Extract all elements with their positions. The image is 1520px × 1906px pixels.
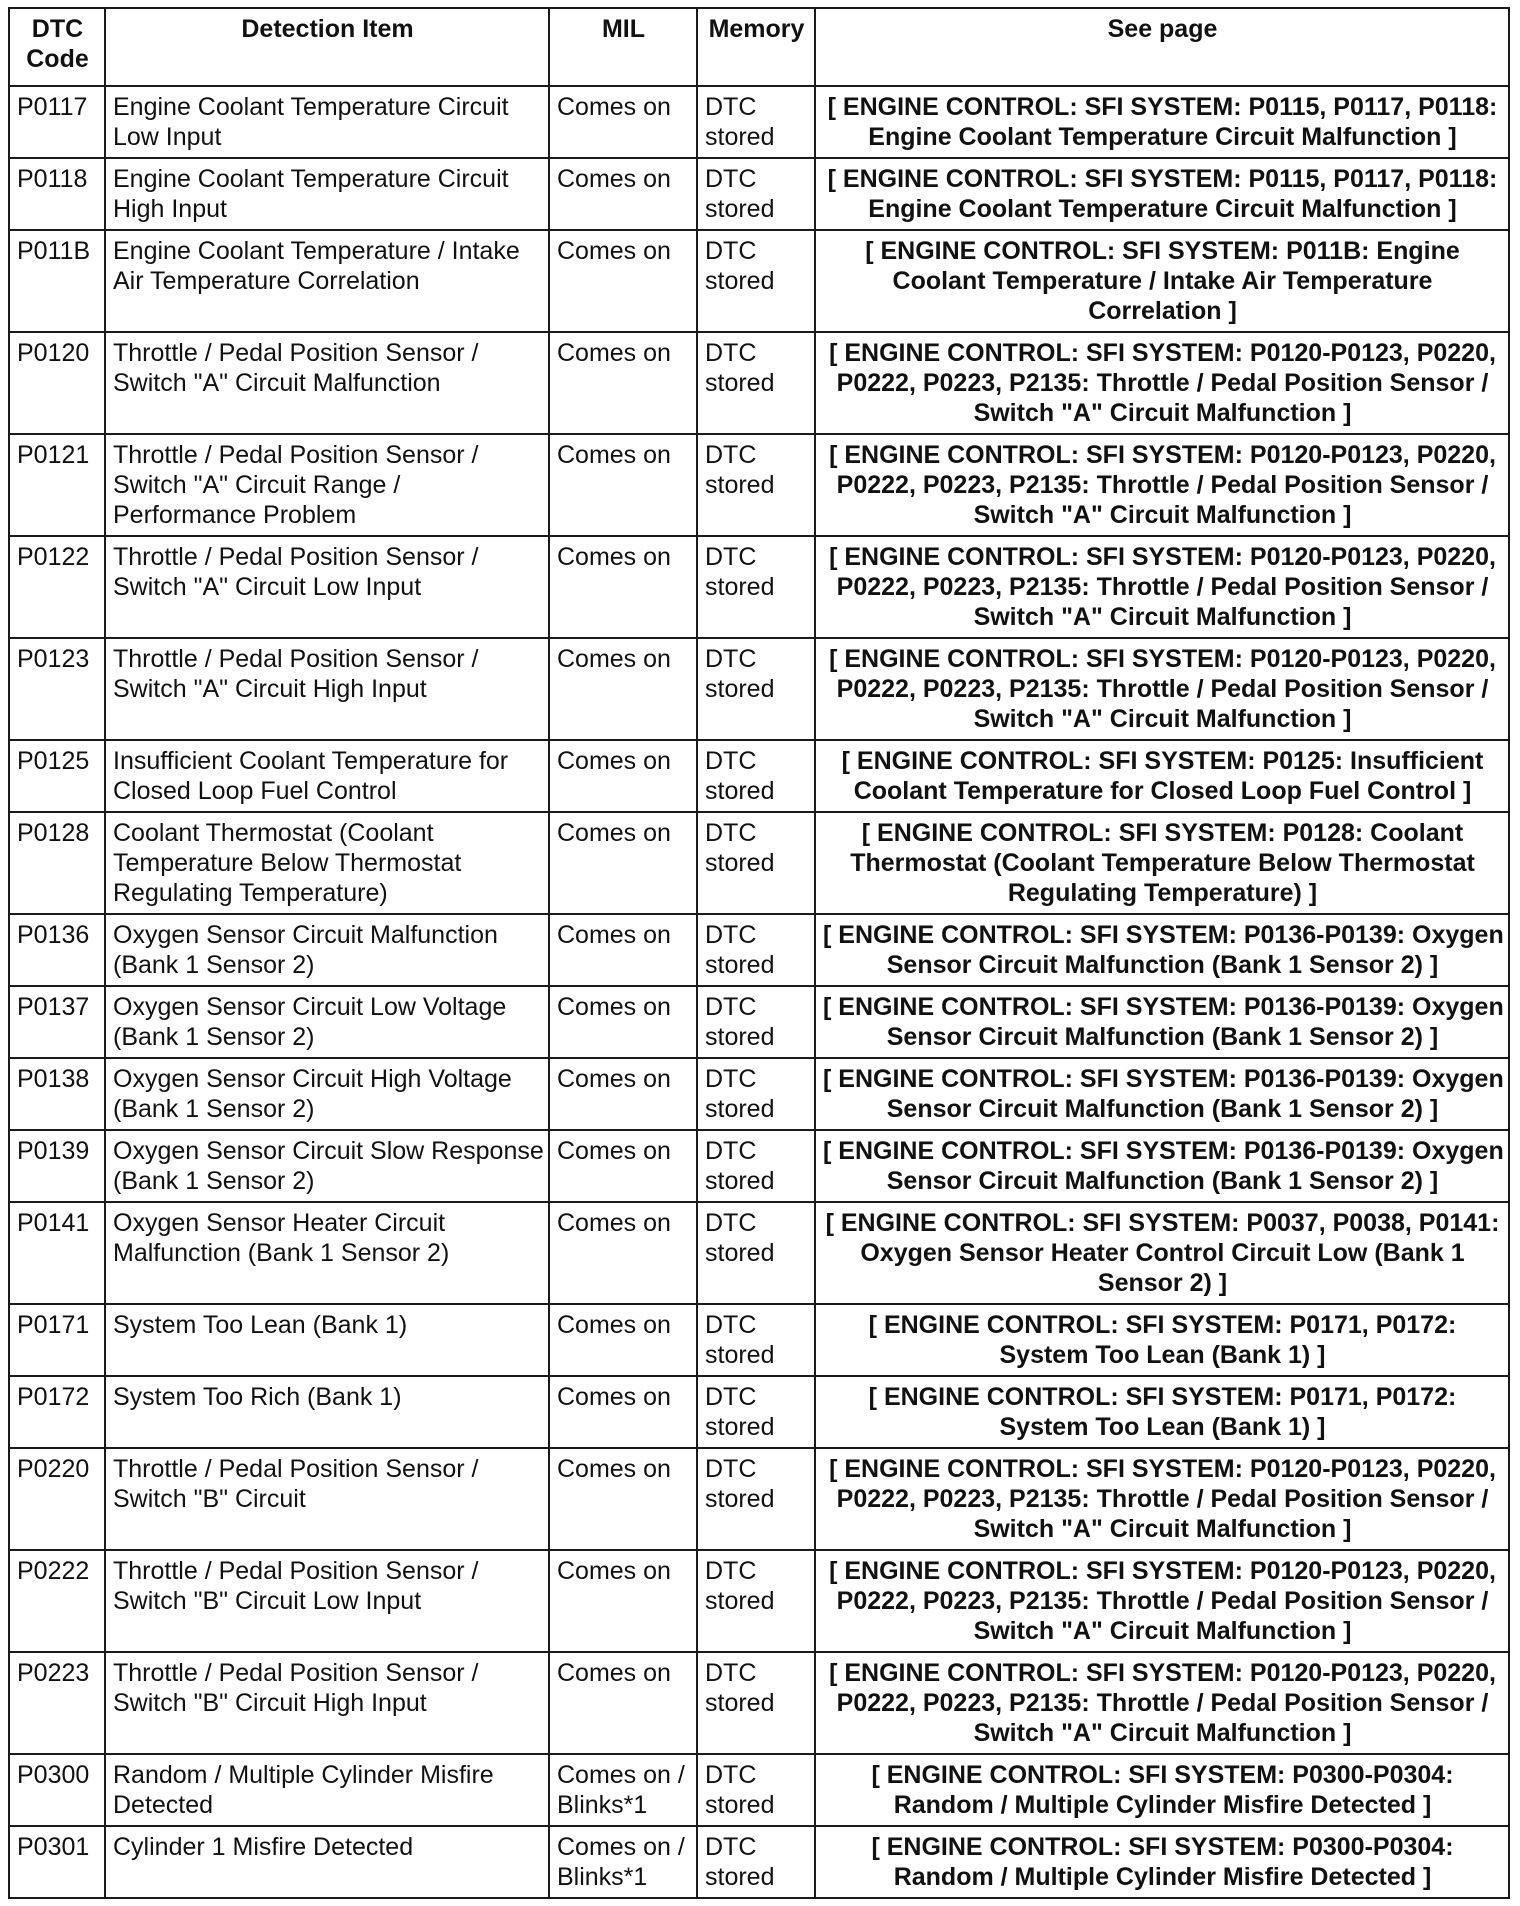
dtc-code: P0222 [9, 1550, 105, 1652]
see-page-ref-line: P0222, P0223, P2135: Throttle / Pedal Position Sensor / [836, 1485, 1489, 1513]
memory-status-line: stored [705, 1239, 775, 1267]
see-page-ref-line: Sensor Circuit Malfunction (Bank 1 Sensor 2) ] [886, 951, 1439, 979]
see-page-ref [815, 1376, 1509, 1448]
see-page-ref [815, 1058, 1509, 1130]
see-page-ref-line: [ ENGINE CONTROL: SFI SYSTEM: P0115, P0117, P0118: [827, 165, 1498, 193]
dtc-code: P0123 [9, 638, 105, 740]
see-page-ref-line: [ ENGINE CONTROL: SFI SYSTEM: P0171, P0172: [868, 1311, 1457, 1339]
memory-status-line: stored [705, 1341, 775, 1369]
dtc-code: P0172 [9, 1376, 105, 1448]
detection-item [105, 434, 549, 536]
see-page-ref [815, 1130, 1509, 1202]
see-page-ref-line: Random / Multiple Cylinder Misfire Detected ] [893, 1791, 1432, 1819]
see-page-ref-line: [ ENGINE CONTROL: SFI SYSTEM: P0300-P0304: [871, 1761, 1454, 1789]
mil-status [549, 434, 697, 536]
memory-status-line: DTC [705, 1455, 757, 1483]
see-page-ref [815, 1652, 1509, 1754]
see-page-ref [815, 332, 1509, 434]
mil-status [549, 1202, 697, 1304]
detection-item-line: Throttle / Pedal Position Sensor / [113, 1557, 479, 1585]
memory-status [697, 86, 815, 158]
see-page-ref-line: [ ENGINE CONTROL: SFI SYSTEM: P0136-P0139: Oxygen [823, 1065, 1504, 1093]
detection-item [105, 1304, 549, 1376]
see-page-ref [815, 914, 1509, 986]
detection-item-line: Cylinder 1 Misfire Detected [113, 1833, 414, 1861]
detection-item [105, 638, 549, 740]
memory-status-line: DTC [705, 1311, 757, 1339]
see-page-ref-line: Oxygen Sensor Heater Control Circuit Low (Bank 1 [860, 1239, 1465, 1267]
header-memory: Memory [697, 8, 815, 86]
dtc-code: P0128 [9, 812, 105, 914]
detection-item-line: Switch "A" Circuit Malfunction [113, 369, 441, 397]
dtc-table [8, 7, 1510, 1899]
mil-status-line: Comes on [557, 1137, 671, 1165]
see-page-ref-line: Switch "A" Circuit Malfunction ] [973, 603, 1352, 631]
detection-item-line: High Input [113, 195, 227, 223]
memory-status-line: stored [705, 951, 775, 979]
mil-status [549, 1826, 697, 1898]
see-page-ref [815, 638, 1509, 740]
mil-status [549, 86, 697, 158]
mil-status [549, 812, 697, 914]
see-page-ref-line: [ ENGINE CONTROL: SFI SYSTEM: P0120-P0123, P0220, [829, 1557, 1496, 1585]
see-page-ref-line: Switch "A" Circuit Malfunction ] [973, 501, 1352, 529]
dtc-code: P0223 [9, 1652, 105, 1754]
see-page-ref [815, 986, 1509, 1058]
detection-item-line: Switch "B" Circuit [113, 1485, 306, 1513]
table-row [9, 1130, 1509, 1202]
see-page-ref [815, 740, 1509, 812]
detection-item-line: Throttle / Pedal Position Sensor / [113, 441, 479, 469]
table-row [9, 986, 1509, 1058]
table-row [9, 1376, 1509, 1448]
see-page-ref-line: Engine Coolant Temperature Circuit Malfunction ] [868, 123, 1457, 151]
detection-item [105, 1376, 549, 1448]
mil-status-line: Comes on [557, 237, 671, 265]
dtc-code: P0117 [9, 86, 105, 158]
detection-item [105, 1130, 549, 1202]
memory-status-line: stored [705, 267, 775, 295]
detection-item [105, 1826, 549, 1898]
mil-status [549, 740, 697, 812]
table-row [9, 230, 1509, 332]
dtc-code: P0139 [9, 1130, 105, 1202]
memory-status-line: stored [705, 1587, 775, 1615]
detection-item-line: Switch "B" Circuit Low Input [113, 1587, 422, 1615]
mil-status [549, 158, 697, 230]
see-page-ref-line: P0222, P0223, P2135: Throttle / Pedal Position Sensor / [836, 369, 1489, 397]
memory-status-line: DTC [705, 1383, 757, 1411]
dtc-code: P0171 [9, 1304, 105, 1376]
see-page-ref-line: P0222, P0223, P2135: Throttle / Pedal Position Sensor / [836, 1587, 1489, 1615]
mil-status-line: Comes on [557, 819, 671, 847]
dtc-code: P0137 [9, 986, 105, 1058]
memory-status [697, 434, 815, 536]
see-page-ref-line: [ ENGINE CONTROL: SFI SYSTEM: P0120-P0123, P0220, [829, 1659, 1496, 1687]
table-row [9, 1304, 1509, 1376]
memory-status [697, 332, 815, 434]
table-row [9, 1826, 1509, 1898]
memory-status-line: DTC [705, 543, 757, 571]
detection-item-line: Throttle / Pedal Position Sensor / [113, 1455, 479, 1483]
memory-status-line: DTC [705, 93, 757, 121]
see-page-ref [815, 1448, 1509, 1550]
see-page-ref-line: Switch "A" Circuit Malfunction ] [973, 1617, 1352, 1645]
see-page-ref-line: Random / Multiple Cylinder Misfire Detected ] [893, 1863, 1432, 1891]
detection-item [105, 1550, 549, 1652]
see-page-ref [815, 1202, 1509, 1304]
detection-item-line: Oxygen Sensor Circuit Slow Response [113, 1137, 544, 1165]
detection-item-line: System Too Rich (Bank 1) [113, 1383, 402, 1411]
table-row [9, 1550, 1509, 1652]
mil-status-line: Comes on / [557, 1761, 685, 1789]
mil-status [549, 914, 697, 986]
memory-status-line: DTC [705, 645, 757, 673]
mil-status-line: Comes on [557, 165, 671, 193]
memory-status-line: stored [705, 1485, 775, 1513]
see-page-ref-line: Switch "A" Circuit Malfunction ] [973, 1515, 1352, 1543]
mil-status-line: Comes on [557, 747, 671, 775]
memory-status [697, 1652, 815, 1754]
mil-status-line: Comes on [557, 1659, 671, 1687]
detection-item-line: (Bank 1 Sensor 2) [113, 1023, 315, 1051]
memory-status-line: DTC [705, 1557, 757, 1585]
detection-item-line: System Too Lean (Bank 1) [113, 1311, 408, 1339]
mil-status-line: Comes on [557, 1209, 671, 1237]
mil-status-line: Blinks*1 [557, 1863, 648, 1891]
mil-status [549, 332, 697, 434]
detection-item-line: Throttle / Pedal Position Sensor / [113, 1659, 479, 1687]
see-page-ref-line: Sensor Circuit Malfunction (Bank 1 Sensor 2) ] [886, 1167, 1439, 1195]
detection-item-line: Throttle / Pedal Position Sensor / [113, 543, 479, 571]
mil-status-line: Comes on [557, 339, 671, 367]
table-row [9, 1202, 1509, 1304]
table-row [9, 536, 1509, 638]
detection-item-line: Switch "B" Circuit High Input [113, 1689, 427, 1717]
dtc-code: P0136 [9, 914, 105, 986]
dtc-code: P0118 [9, 158, 105, 230]
memory-status-line: stored [705, 1095, 775, 1123]
detection-item-line: Temperature Below Thermostat [113, 849, 462, 877]
see-page-ref-line: [ ENGINE CONTROL: SFI SYSTEM: P0120-P0123, P0220, [829, 543, 1496, 571]
detection-item [105, 1202, 549, 1304]
mil-status [549, 1754, 697, 1826]
detection-item-line: Oxygen Sensor Circuit Low Voltage [113, 993, 507, 1021]
see-page-ref-line: [ ENGINE CONTROL: SFI SYSTEM: P0115, P0117, P0118: [827, 93, 1498, 121]
dtc-code: P0138 [9, 1058, 105, 1130]
see-page-ref-line: Switch "A" Circuit Malfunction ] [973, 399, 1352, 427]
memory-status-line: DTC [705, 1137, 757, 1165]
dtc-code: P011B [9, 230, 105, 332]
memory-status-line: stored [705, 1689, 775, 1717]
see-page-ref [815, 1304, 1509, 1376]
table-row [9, 1754, 1509, 1826]
detection-item-line: Engine Coolant Temperature / Intake [113, 237, 520, 265]
table-row [9, 1058, 1509, 1130]
see-page-ref [815, 230, 1509, 332]
see-page-ref-line: [ ENGINE CONTROL: SFI SYSTEM: P0300-P0304: [871, 1833, 1454, 1861]
memory-status-line: DTC [705, 747, 757, 775]
detection-item-line: Switch "A" Circuit High Input [113, 675, 427, 703]
detection-item [105, 986, 549, 1058]
detection-item-line: Throttle / Pedal Position Sensor / [113, 339, 479, 367]
table-row [9, 86, 1509, 158]
mil-status-line: Comes on [557, 93, 671, 121]
detection-item-line: (Bank 1 Sensor 2) [113, 1095, 315, 1123]
memory-status-line: stored [705, 123, 775, 151]
memory-status [697, 986, 815, 1058]
dtc-code: P0300 [9, 1754, 105, 1826]
header-mil: MIL [549, 8, 697, 86]
detection-item [105, 1754, 549, 1826]
see-page-ref-line: Thermostat (Coolant Temperature Below Thermostat [850, 849, 1475, 877]
detection-item [105, 1448, 549, 1550]
memory-status-line: DTC [705, 1065, 757, 1093]
see-page-ref-line: System Too Lean (Bank 1) ] [999, 1413, 1326, 1441]
see-page-ref-line: [ ENGINE CONTROL: SFI SYSTEM: P0136-P0139: Oxygen [823, 1137, 1504, 1165]
mil-status [549, 638, 697, 740]
memory-status-line: DTC [705, 1209, 757, 1237]
memory-status-line: stored [705, 1413, 775, 1441]
detection-item [105, 86, 549, 158]
table-row [9, 434, 1509, 536]
memory-status-line: DTC [705, 1833, 757, 1861]
see-page-ref-line: [ ENGINE CONTROL: SFI SYSTEM: P0120-P0123, P0220, [829, 441, 1496, 469]
header-see-page: See page [815, 8, 1509, 86]
see-page-ref-line: Switch "A" Circuit Malfunction ] [973, 705, 1352, 733]
memory-status-line: stored [705, 1023, 775, 1051]
detection-item [105, 536, 549, 638]
mil-status-line: Comes on [557, 441, 671, 469]
detection-item [105, 812, 549, 914]
memory-status [697, 1304, 815, 1376]
see-page-ref-line: P0222, P0223, P2135: Throttle / Pedal Position Sensor / [836, 573, 1489, 601]
mil-status-line: Blinks*1 [557, 1791, 648, 1819]
detection-item [105, 1652, 549, 1754]
memory-status-line: stored [705, 1791, 775, 1819]
memory-status-line: stored [705, 777, 775, 805]
see-page-ref-line: P0222, P0223, P2135: Throttle / Pedal Position Sensor / [836, 675, 1489, 703]
memory-status-line: DTC [705, 921, 757, 949]
memory-status [697, 536, 815, 638]
detection-item [105, 158, 549, 230]
see-page-ref-line: P0222, P0223, P2135: Throttle / Pedal Position Sensor / [836, 471, 1489, 499]
mil-status [549, 1550, 697, 1652]
mil-status [549, 230, 697, 332]
mil-status-line: Comes on [557, 1557, 671, 1585]
memory-status [697, 158, 815, 230]
detection-item [105, 1058, 549, 1130]
see-page-ref [815, 86, 1509, 158]
detection-item-line: Throttle / Pedal Position Sensor / [113, 645, 479, 673]
memory-status [697, 230, 815, 332]
mil-status-line: Comes on [557, 993, 671, 1021]
mil-status [549, 986, 697, 1058]
detection-item-line: Malfunction (Bank 1 Sensor 2) [113, 1239, 450, 1267]
see-page-ref-line: Sensor Circuit Malfunction (Bank 1 Sensor 2) ] [886, 1095, 1439, 1123]
mil-status [549, 1652, 697, 1754]
detection-item-line: Oxygen Sensor Circuit High Voltage [113, 1065, 512, 1093]
detection-item [105, 740, 549, 812]
dtc-code: P0220 [9, 1448, 105, 1550]
detection-item-line: Engine Coolant Temperature Circuit [113, 165, 509, 193]
header-detection-item: Detection Item [105, 8, 549, 86]
memory-status-line: DTC [705, 441, 757, 469]
see-page-ref [815, 1550, 1509, 1652]
dtc-code: P0121 [9, 434, 105, 536]
memory-status [697, 1376, 815, 1448]
detection-item-line: Switch "A" Circuit Low Input [113, 573, 422, 601]
mil-status-line: Comes on [557, 1311, 671, 1339]
memory-status [697, 740, 815, 812]
table-row [9, 914, 1509, 986]
header-dtc-code: DTC Code [9, 8, 105, 86]
memory-status [697, 1550, 815, 1652]
see-page-ref-line: [ ENGINE CONTROL: SFI SYSTEM: P0120-P0123, P0220, [829, 645, 1496, 673]
mil-status-line: Comes on [557, 1455, 671, 1483]
memory-status [697, 1826, 815, 1898]
see-page-ref-line: Sensor 2) ] [1097, 1269, 1228, 1297]
see-page-ref-line: Engine Coolant Temperature Circuit Malfunction ] [868, 195, 1457, 223]
detection-item-line: Oxygen Sensor Heater Circuit [113, 1209, 446, 1237]
see-page-ref [815, 536, 1509, 638]
detection-item-line: Switch "A" Circuit Range / [113, 471, 401, 499]
detection-item-line: Oxygen Sensor Circuit Malfunction [113, 921, 498, 949]
mil-status [549, 1130, 697, 1202]
detection-item-line: Air Temperature Correlation [113, 267, 420, 295]
dtc-code: P0301 [9, 1826, 105, 1898]
see-page-ref-line: [ ENGINE CONTROL: SFI SYSTEM: P0128: Coolant [861, 819, 1464, 847]
memory-status-line: stored [705, 195, 775, 223]
memory-status-line: stored [705, 369, 775, 397]
see-page-ref-line: System Too Lean (Bank 1) ] [999, 1341, 1326, 1369]
mil-status-line: Comes on / [557, 1833, 685, 1861]
mil-status [549, 1058, 697, 1130]
detection-item-line: Random / Multiple Cylinder Misfire [113, 1761, 494, 1789]
detection-item [105, 914, 549, 986]
detection-item-line: Coolant Thermostat (Coolant [113, 819, 434, 847]
see-page-ref [815, 1754, 1509, 1826]
detection-item-line: (Bank 1 Sensor 2) [113, 951, 315, 979]
memory-status [697, 1754, 815, 1826]
see-page-ref-line: Coolant Temperature / Intake Air Temperature [892, 267, 1433, 295]
detection-item-line: Regulating Temperature) [113, 879, 388, 907]
memory-status [697, 1202, 815, 1304]
memory-status-line: DTC [705, 1761, 757, 1789]
see-page-ref-line: [ ENGINE CONTROL: SFI SYSTEM: P0120-P0123, P0220, [829, 1455, 1496, 1483]
mil-status-line: Comes on [557, 645, 671, 673]
memory-status-line: stored [705, 675, 775, 703]
detection-item-line: Low Input [113, 123, 222, 151]
mil-status-line: Comes on [557, 1383, 671, 1411]
see-page-ref [815, 812, 1509, 914]
memory-status [697, 638, 815, 740]
see-page-ref-line: Correlation ] [1088, 297, 1237, 325]
memory-status-line: DTC [705, 165, 757, 193]
dtc-code: P0125 [9, 740, 105, 812]
dtc-code: P0141 [9, 1202, 105, 1304]
table-row [9, 812, 1509, 914]
see-page-ref-line: Coolant Temperature for Closed Loop Fuel Control ] [853, 777, 1472, 805]
table-row [9, 332, 1509, 434]
see-page-ref [815, 1826, 1509, 1898]
detection-item-line: Insufficient Coolant Temperature for [113, 747, 509, 775]
see-page-ref-line: [ ENGINE CONTROL: SFI SYSTEM: P0120-P0123, P0220, [829, 339, 1496, 367]
memory-status [697, 1130, 815, 1202]
memory-status-line: DTC [705, 339, 757, 367]
table-row [9, 1448, 1509, 1550]
see-page-ref-line: [ ENGINE CONTROL: SFI SYSTEM: P0136-P0139: Oxygen [823, 993, 1504, 1021]
memory-status-line: stored [705, 471, 775, 499]
mil-status [549, 1376, 697, 1448]
memory-status-line: stored [705, 849, 775, 877]
mil-status-line: Comes on [557, 1065, 671, 1093]
see-page-ref-line: Switch "A" Circuit Malfunction ] [973, 1719, 1352, 1747]
detection-item [105, 332, 549, 434]
memory-status-line: DTC [705, 237, 757, 265]
mil-status [549, 536, 697, 638]
memory-status-line: DTC [705, 1659, 757, 1687]
memory-status-line: DTC [705, 993, 757, 1021]
see-page-ref-line: [ ENGINE CONTROL: SFI SYSTEM: P0171, P0172: [868, 1383, 1457, 1411]
see-page-ref [815, 158, 1509, 230]
table-row [9, 740, 1509, 812]
memory-status-line: stored [705, 573, 775, 601]
mil-status-line: Comes on [557, 921, 671, 949]
mil-status [549, 1304, 697, 1376]
see-page-ref-line: P0222, P0223, P2135: Throttle / Pedal Position Sensor / [836, 1689, 1489, 1717]
detection-item-line: Detected [113, 1791, 214, 1819]
memory-status-line: stored [705, 1167, 775, 1195]
see-page-ref-line: Regulating Temperature) ] [1007, 879, 1318, 907]
detection-item-line: (Bank 1 Sensor 2) [113, 1167, 315, 1195]
header-row [9, 8, 1509, 86]
see-page-ref-line: Sensor Circuit Malfunction (Bank 1 Sensor 2) ] [886, 1023, 1439, 1051]
memory-status [697, 1448, 815, 1550]
detection-item [105, 230, 549, 332]
table-row [9, 1652, 1509, 1754]
table-row [9, 158, 1509, 230]
memory-status-line: stored [705, 1863, 775, 1891]
see-page-ref-line: [ ENGINE CONTROL: SFI SYSTEM: P0037, P0038, P0141: [825, 1209, 1500, 1237]
mil-status-line: Comes on [557, 543, 671, 571]
memory-status-line: DTC [705, 819, 757, 847]
dtc-code: P0120 [9, 332, 105, 434]
see-page-ref-line: [ ENGINE CONTROL: SFI SYSTEM: P011B: Engine [865, 237, 1460, 265]
memory-status [697, 914, 815, 986]
detection-item-line: Engine Coolant Temperature Circuit [113, 93, 509, 121]
dtc-code: P0122 [9, 536, 105, 638]
table-row [9, 638, 1509, 740]
detection-item-line: Performance Problem [113, 501, 357, 529]
see-page-ref-line: [ ENGINE CONTROL: SFI SYSTEM: P0136-P0139: Oxygen [823, 921, 1504, 949]
memory-status [697, 1058, 815, 1130]
detection-item-line: Closed Loop Fuel Control [113, 777, 397, 805]
memory-status [697, 812, 815, 914]
see-page-ref-line: [ ENGINE CONTROL: SFI SYSTEM: P0125: Insufficient [841, 747, 1484, 775]
see-page-ref [815, 434, 1509, 536]
mil-status [549, 1448, 697, 1550]
